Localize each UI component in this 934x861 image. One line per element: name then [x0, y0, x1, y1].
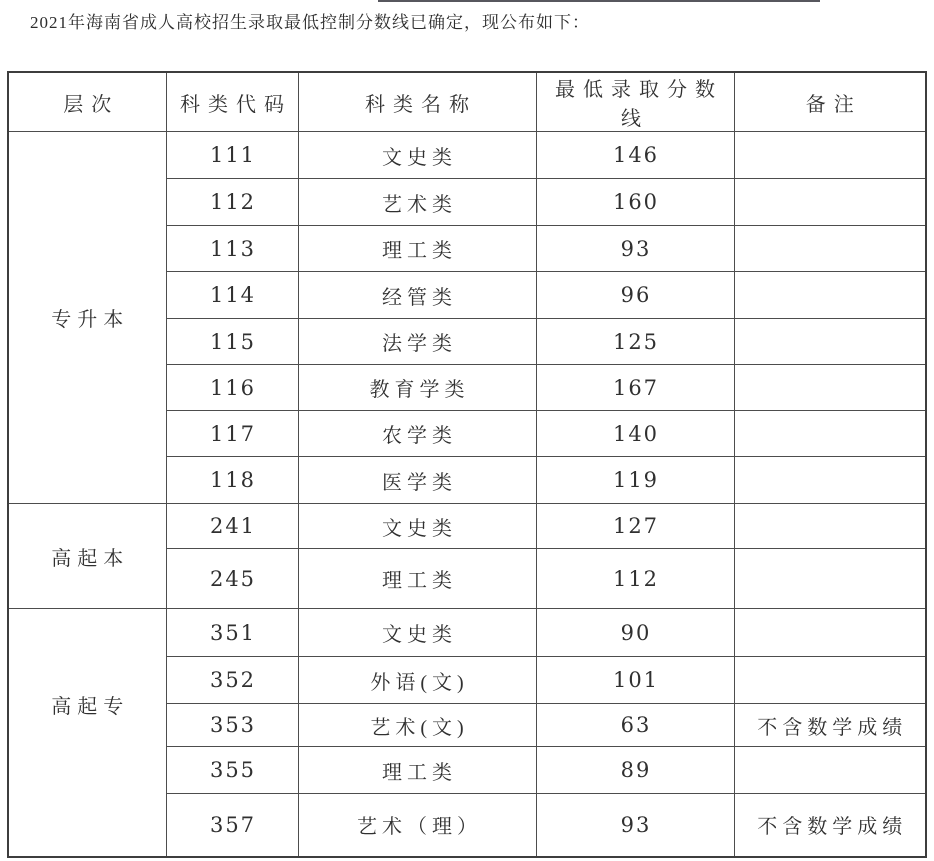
name-cell: 理工类	[298, 549, 536, 609]
name-cell: 教育学类	[298, 365, 536, 411]
name-cell: 医学类	[298, 457, 536, 504]
name-cell: 经管类	[298, 272, 536, 319]
score-cell: 146	[536, 132, 734, 179]
header-remark: 备注	[734, 72, 926, 132]
score-cell: 167	[536, 365, 734, 411]
code-cell: 117	[166, 411, 298, 457]
name-cell: 艺术（理）	[298, 794, 536, 857]
score-cell: 93	[536, 794, 734, 857]
level-cell-gaoqizhuan: 高起专	[8, 609, 166, 857]
score-table	[7, 71, 927, 858]
code-cell: 357	[166, 794, 298, 857]
table-row	[8, 132, 926, 179]
remark-cell	[734, 272, 926, 319]
code-cell: 351	[166, 609, 298, 657]
remark-cell	[734, 657, 926, 704]
remark-cell	[734, 549, 926, 609]
name-cell: 文史类	[298, 504, 536, 549]
score-cell: 112	[536, 549, 734, 609]
code-cell: 115	[166, 319, 298, 365]
code-cell: 118	[166, 457, 298, 504]
remark-cell	[734, 457, 926, 504]
level-cell-gaoqiben: 高起本	[8, 504, 166, 609]
code-cell: 245	[166, 549, 298, 609]
score-cell: 160	[536, 179, 734, 226]
name-cell: 文史类	[298, 132, 536, 179]
header-level: 层次	[8, 72, 166, 132]
code-cell: 114	[166, 272, 298, 319]
remark-cell	[734, 132, 926, 179]
name-cell: 理工类	[298, 226, 536, 272]
remark-cell	[734, 179, 926, 226]
name-cell: 艺术类	[298, 179, 536, 226]
table-row	[8, 609, 926, 657]
score-cell: 93	[536, 226, 734, 272]
score-cell: 90	[536, 609, 734, 657]
score-cell: 119	[536, 457, 734, 504]
name-cell: 法学类	[298, 319, 536, 365]
header-row	[8, 72, 926, 132]
score-cell: 125	[536, 319, 734, 365]
score-cell: 89	[536, 747, 734, 794]
score-cell: 63	[536, 704, 734, 747]
name-cell: 农学类	[298, 411, 536, 457]
header-name: 科类名称	[298, 72, 536, 132]
code-cell: 241	[166, 504, 298, 549]
code-cell: 113	[166, 226, 298, 272]
remark-cell	[734, 411, 926, 457]
remark-cell	[734, 747, 926, 794]
code-cell: 352	[166, 657, 298, 704]
remark-cell	[734, 365, 926, 411]
name-cell: 理工类	[298, 747, 536, 794]
score-cell: 127	[536, 504, 734, 549]
level-cell-zhuanshengben: 专升本	[8, 132, 166, 504]
remark-cell	[734, 504, 926, 549]
code-cell: 353	[166, 704, 298, 747]
remark-cell: 不含数学成绩	[734, 794, 926, 857]
code-cell: 112	[166, 179, 298, 226]
remark-cell	[734, 226, 926, 272]
name-cell: 文史类	[298, 609, 536, 657]
code-cell: 355	[166, 747, 298, 794]
remark-cell	[734, 609, 926, 657]
name-cell: 艺术(文)	[298, 704, 536, 747]
clipped-content-strip	[378, 0, 820, 2]
code-cell: 116	[166, 365, 298, 411]
code-cell: 111	[166, 132, 298, 179]
score-cell: 101	[536, 657, 734, 704]
header-score: 最低录取分数线	[536, 72, 734, 132]
remark-cell: 不含数学成绩	[734, 704, 926, 747]
intro-text: 2021年海南省成人高校招生录取最低控制分数线已确定，现公布如下：	[30, 13, 590, 32]
score-cell: 96	[536, 272, 734, 319]
score-cell: 140	[536, 411, 734, 457]
header-code: 科类代码	[166, 72, 298, 132]
table-row	[8, 504, 926, 549]
name-cell: 外语(文)	[298, 657, 536, 704]
remark-cell	[734, 319, 926, 365]
